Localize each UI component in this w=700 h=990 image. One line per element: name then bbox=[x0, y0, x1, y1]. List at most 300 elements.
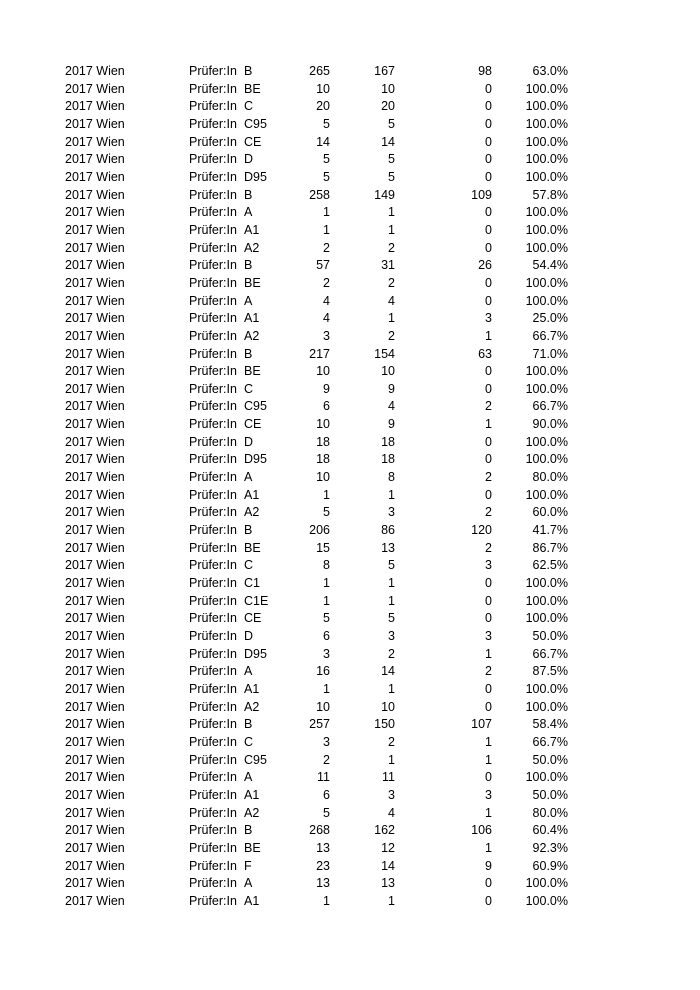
cell-year-city: 2017 Wien bbox=[65, 364, 125, 379]
cell-year-city: 2017 Wien bbox=[65, 311, 125, 326]
cell-passed: 5 bbox=[388, 116, 395, 131]
cell-failed: 2 bbox=[485, 505, 492, 520]
cell-role: Prüfer:In bbox=[189, 116, 237, 131]
cell-passed: 18 bbox=[381, 434, 395, 449]
cell-year-city: 2017 Wien bbox=[65, 293, 125, 308]
cell-license-class: B bbox=[244, 346, 253, 361]
cell-license-class: D95 bbox=[244, 169, 267, 184]
table-row bbox=[0, 434, 700, 452]
cell-role: Prüfer:In bbox=[189, 505, 237, 520]
cell-year-city: 2017 Wien bbox=[65, 646, 125, 661]
cell-pass-rate: 60.0% bbox=[532, 505, 568, 520]
cell-license-class: B bbox=[244, 523, 253, 538]
cell-passed: 4 bbox=[388, 805, 395, 820]
cell-year-city: 2017 Wien bbox=[65, 770, 125, 785]
cell-year-city: 2017 Wien bbox=[65, 275, 125, 290]
cell-passed: 8 bbox=[388, 470, 395, 485]
cell-passed: 9 bbox=[388, 417, 395, 432]
cell-passed: 3 bbox=[388, 505, 395, 520]
cell-year-city: 2017 Wien bbox=[65, 823, 125, 838]
cell-passed: 10 bbox=[381, 81, 395, 96]
cell-year-city: 2017 Wien bbox=[65, 99, 125, 114]
cell-pass-rate: 62.5% bbox=[532, 558, 568, 573]
cell-passed: 2 bbox=[388, 328, 395, 343]
cell-total: 16 bbox=[316, 664, 330, 679]
cell-passed: 4 bbox=[388, 293, 395, 308]
table-row bbox=[0, 187, 700, 205]
table-row bbox=[0, 805, 700, 823]
cell-role: Prüfer:In bbox=[189, 540, 237, 555]
cell-total: 15 bbox=[316, 540, 330, 555]
cell-year-city: 2017 Wien bbox=[65, 787, 125, 802]
table-row bbox=[0, 416, 700, 434]
cell-pass-rate: 100.0% bbox=[525, 893, 568, 908]
cell-role: Prüfer:In bbox=[189, 417, 237, 432]
cell-total: 13 bbox=[316, 876, 330, 891]
cell-role: Prüfer:In bbox=[189, 169, 237, 184]
table-row bbox=[0, 204, 700, 222]
cell-pass-rate: 100.0% bbox=[525, 293, 568, 308]
cell-year-city: 2017 Wien bbox=[65, 717, 125, 732]
cell-year-city: 2017 Wien bbox=[65, 876, 125, 891]
cell-passed: 1 bbox=[388, 576, 395, 591]
cell-passed: 14 bbox=[381, 134, 395, 149]
cell-role: Prüfer:In bbox=[189, 646, 237, 661]
cell-year-city: 2017 Wien bbox=[65, 611, 125, 626]
cell-passed: 12 bbox=[381, 840, 395, 855]
cell-total: 1 bbox=[323, 576, 330, 591]
cell-role: Prüfer:In bbox=[189, 381, 237, 396]
table-row bbox=[0, 151, 700, 169]
cell-failed: 0 bbox=[485, 681, 492, 696]
cell-failed: 109 bbox=[471, 187, 492, 202]
cell-total: 5 bbox=[323, 505, 330, 520]
cell-role: Prüfer:In bbox=[189, 399, 237, 414]
cell-role: Prüfer:In bbox=[189, 99, 237, 114]
cell-role: Prüfer:In bbox=[189, 664, 237, 679]
cell-passed: 13 bbox=[381, 540, 395, 555]
cell-pass-rate: 100.0% bbox=[525, 681, 568, 696]
cell-passed: 5 bbox=[388, 611, 395, 626]
cell-passed: 1 bbox=[388, 752, 395, 767]
cell-role: Prüfer:In bbox=[189, 858, 237, 873]
cell-passed: 150 bbox=[374, 717, 395, 732]
cell-pass-rate: 66.7% bbox=[532, 399, 568, 414]
cell-total: 2 bbox=[323, 275, 330, 290]
cell-failed: 0 bbox=[485, 205, 492, 220]
cell-total: 10 bbox=[316, 417, 330, 432]
cell-year-city: 2017 Wien bbox=[65, 64, 125, 78]
cell-total: 268 bbox=[309, 823, 330, 838]
cell-passed: 1 bbox=[388, 311, 395, 326]
cell-year-city: 2017 Wien bbox=[65, 805, 125, 820]
cell-passed: 18 bbox=[381, 452, 395, 467]
cell-license-class: D bbox=[244, 434, 254, 449]
cell-passed: 10 bbox=[381, 364, 395, 379]
cell-failed: 0 bbox=[485, 434, 492, 449]
cell-total: 23 bbox=[316, 858, 330, 873]
cell-role: Prüfer:In bbox=[189, 311, 237, 326]
cell-failed: 2 bbox=[485, 470, 492, 485]
cell-total: 257 bbox=[309, 717, 330, 732]
cell-license-class: C bbox=[244, 734, 254, 749]
cell-license-class: C bbox=[244, 381, 254, 396]
cell-year-city: 2017 Wien bbox=[65, 205, 125, 220]
cell-license-class: C1E bbox=[244, 593, 269, 608]
table-row bbox=[0, 716, 700, 734]
cell-pass-rate: 60.9% bbox=[532, 858, 568, 873]
cell-failed: 0 bbox=[485, 381, 492, 396]
cell-total: 4 bbox=[323, 311, 330, 326]
cell-passed: 4 bbox=[388, 399, 395, 414]
cell-year-city: 2017 Wien bbox=[65, 417, 125, 432]
cell-pass-rate: 57.8% bbox=[532, 187, 568, 202]
cell-year-city: 2017 Wien bbox=[65, 576, 125, 591]
cell-failed: 2 bbox=[485, 540, 492, 555]
cell-license-class: C95 bbox=[244, 399, 267, 414]
table-row bbox=[0, 240, 700, 258]
cell-total: 13 bbox=[316, 840, 330, 855]
cell-pass-rate: 60.4% bbox=[532, 823, 568, 838]
cell-total: 3 bbox=[323, 328, 330, 343]
cell-pass-rate: 66.7% bbox=[532, 328, 568, 343]
table-row bbox=[0, 487, 700, 505]
table-row bbox=[0, 381, 700, 399]
cell-failed: 26 bbox=[478, 258, 492, 273]
table-row bbox=[0, 504, 700, 522]
cell-license-class: C bbox=[244, 558, 254, 573]
cell-total: 6 bbox=[323, 629, 330, 643]
cell-failed: 1 bbox=[485, 646, 492, 661]
cell-pass-rate: 50.0% bbox=[532, 787, 568, 802]
cell-total: 1 bbox=[323, 593, 330, 608]
table-row bbox=[0, 346, 700, 364]
cell-failed: 0 bbox=[485, 364, 492, 379]
cell-failed: 0 bbox=[485, 699, 492, 714]
cell-pass-rate: 100.0% bbox=[525, 205, 568, 220]
cell-license-class: CE bbox=[244, 134, 262, 149]
cell-failed: 3 bbox=[485, 311, 492, 326]
cell-total: 5 bbox=[323, 169, 330, 184]
cell-passed: 5 bbox=[388, 558, 395, 573]
cell-failed: 0 bbox=[485, 222, 492, 237]
cell-license-class: CE bbox=[244, 611, 262, 626]
cell-pass-rate: 100.0% bbox=[525, 275, 568, 290]
cell-failed: 3 bbox=[485, 558, 492, 573]
cell-passed: 149 bbox=[374, 187, 395, 202]
cell-year-city: 2017 Wien bbox=[65, 470, 125, 485]
cell-license-class: A2 bbox=[244, 505, 260, 520]
cell-failed: 0 bbox=[485, 876, 492, 891]
table-row bbox=[0, 169, 700, 187]
cell-year-city: 2017 Wien bbox=[65, 893, 125, 908]
cell-failed: 9 bbox=[485, 858, 492, 873]
cell-pass-rate: 80.0% bbox=[532, 805, 568, 820]
cell-pass-rate: 100.0% bbox=[525, 222, 568, 237]
cell-license-class: A1 bbox=[244, 222, 260, 237]
cell-failed: 2 bbox=[485, 664, 492, 679]
cell-total: 14 bbox=[316, 134, 330, 149]
cell-license-class: A1 bbox=[244, 681, 260, 696]
cell-role: Prüfer:In bbox=[189, 328, 237, 343]
table-row bbox=[0, 663, 700, 681]
cell-license-class: A1 bbox=[244, 787, 260, 802]
cell-year-city: 2017 Wien bbox=[65, 593, 125, 608]
cell-total: 10 bbox=[316, 699, 330, 714]
table-row bbox=[0, 752, 700, 770]
cell-passed: 2 bbox=[388, 734, 395, 749]
cell-passed: 2 bbox=[388, 646, 395, 661]
cell-role: Prüfer:In bbox=[189, 81, 237, 96]
cell-pass-rate: 66.7% bbox=[532, 734, 568, 749]
cell-total: 3 bbox=[323, 646, 330, 661]
cell-total: 265 bbox=[309, 64, 330, 78]
cell-failed: 63 bbox=[478, 346, 492, 361]
table-row bbox=[0, 257, 700, 275]
cell-license-class: B bbox=[244, 64, 253, 78]
cell-failed: 1 bbox=[485, 840, 492, 855]
cell-passed: 162 bbox=[374, 823, 395, 838]
cell-total: 57 bbox=[316, 258, 330, 273]
cell-role: Prüfer:In bbox=[189, 629, 237, 643]
cell-passed: 3 bbox=[388, 629, 395, 643]
cell-role: Prüfer:In bbox=[189, 752, 237, 767]
cell-pass-rate: 100.0% bbox=[525, 152, 568, 167]
cell-total: 10 bbox=[316, 364, 330, 379]
cell-license-class: BE bbox=[244, 275, 261, 290]
cell-total: 3 bbox=[323, 734, 330, 749]
cell-role: Prüfer:In bbox=[189, 876, 237, 891]
table-row bbox=[0, 628, 700, 646]
cell-role: Prüfer:In bbox=[189, 558, 237, 573]
cell-total: 1 bbox=[323, 222, 330, 237]
cell-total: 10 bbox=[316, 470, 330, 485]
cell-pass-rate: 50.0% bbox=[532, 629, 568, 643]
cell-role: Prüfer:In bbox=[189, 576, 237, 591]
cell-pass-rate: 100.0% bbox=[525, 611, 568, 626]
data-table bbox=[0, 63, 700, 911]
cell-role: Prüfer:In bbox=[189, 275, 237, 290]
cell-passed: 1 bbox=[388, 222, 395, 237]
cell-pass-rate: 41.7% bbox=[532, 523, 568, 538]
cell-role: Prüfer:In bbox=[189, 593, 237, 608]
cell-role: Prüfer:In bbox=[189, 364, 237, 379]
cell-license-class: B bbox=[244, 187, 253, 202]
cell-passed: 2 bbox=[388, 275, 395, 290]
table-row bbox=[0, 469, 700, 487]
cell-year-city: 2017 Wien bbox=[65, 381, 125, 396]
cell-pass-rate: 100.0% bbox=[525, 116, 568, 131]
cell-license-class: C95 bbox=[244, 752, 267, 767]
cell-total: 5 bbox=[323, 116, 330, 131]
cell-license-class: A bbox=[244, 664, 253, 679]
cell-total: 20 bbox=[316, 99, 330, 114]
table-row bbox=[0, 858, 700, 876]
cell-role: Prüfer:In bbox=[189, 470, 237, 485]
cell-license-class: BE bbox=[244, 81, 261, 96]
cell-role: Prüfer:In bbox=[189, 681, 237, 696]
cell-pass-rate: 100.0% bbox=[525, 81, 568, 96]
cell-role: Prüfer:In bbox=[189, 717, 237, 732]
cell-passed: 1 bbox=[388, 487, 395, 502]
table-row bbox=[0, 840, 700, 858]
cell-total: 5 bbox=[323, 805, 330, 820]
cell-role: Prüfer:In bbox=[189, 787, 237, 802]
cell-role: Prüfer:In bbox=[189, 434, 237, 449]
cell-year-city: 2017 Wien bbox=[65, 840, 125, 855]
table-row bbox=[0, 787, 700, 805]
cell-role: Prüfer:In bbox=[189, 893, 237, 908]
cell-failed: 120 bbox=[471, 523, 492, 538]
cell-pass-rate: 63.0% bbox=[532, 64, 568, 78]
cell-passed: 1 bbox=[388, 205, 395, 220]
cell-total: 18 bbox=[316, 452, 330, 467]
cell-year-city: 2017 Wien bbox=[65, 858, 125, 873]
cell-year-city: 2017 Wien bbox=[65, 558, 125, 573]
cell-license-class: A2 bbox=[244, 240, 260, 255]
cell-total: 8 bbox=[323, 558, 330, 573]
cell-license-class: A1 bbox=[244, 311, 260, 326]
table-row bbox=[0, 557, 700, 575]
cell-year-city: 2017 Wien bbox=[65, 540, 125, 555]
cell-pass-rate: 25.0% bbox=[532, 311, 568, 326]
table-row bbox=[0, 610, 700, 628]
cell-failed: 98 bbox=[478, 64, 492, 78]
cell-failed: 0 bbox=[485, 275, 492, 290]
cell-passed: 5 bbox=[388, 169, 395, 184]
cell-year-city: 2017 Wien bbox=[65, 681, 125, 696]
cell-total: 18 bbox=[316, 434, 330, 449]
cell-passed: 31 bbox=[381, 258, 395, 273]
cell-year-city: 2017 Wien bbox=[65, 346, 125, 361]
cell-total: 6 bbox=[323, 787, 330, 802]
table-row bbox=[0, 699, 700, 717]
cell-total: 5 bbox=[323, 611, 330, 626]
cell-year-city: 2017 Wien bbox=[65, 258, 125, 273]
cell-year-city: 2017 Wien bbox=[65, 240, 125, 255]
cell-passed: 20 bbox=[381, 99, 395, 114]
cell-pass-rate: 100.0% bbox=[525, 593, 568, 608]
cell-year-city: 2017 Wien bbox=[65, 116, 125, 131]
cell-year-city: 2017 Wien bbox=[65, 752, 125, 767]
cell-pass-rate: 100.0% bbox=[525, 876, 568, 891]
cell-year-city: 2017 Wien bbox=[65, 629, 125, 643]
cell-failed: 1 bbox=[485, 328, 492, 343]
cell-failed: 0 bbox=[485, 611, 492, 626]
table-row bbox=[0, 116, 700, 134]
cell-role: Prüfer:In bbox=[189, 840, 237, 855]
cell-failed: 0 bbox=[485, 893, 492, 908]
cell-total: 258 bbox=[309, 187, 330, 202]
cell-total: 1 bbox=[323, 681, 330, 696]
cell-failed: 0 bbox=[485, 452, 492, 467]
cell-pass-rate: 100.0% bbox=[525, 699, 568, 714]
cell-failed: 1 bbox=[485, 734, 492, 749]
table-row bbox=[0, 540, 700, 558]
cell-pass-rate: 58.4% bbox=[532, 717, 568, 732]
cell-year-city: 2017 Wien bbox=[65, 505, 125, 520]
cell-year-city: 2017 Wien bbox=[65, 734, 125, 749]
cell-pass-rate: 54.4% bbox=[532, 258, 568, 273]
cell-pass-rate: 100.0% bbox=[525, 169, 568, 184]
cell-failed: 0 bbox=[485, 293, 492, 308]
cell-passed: 167 bbox=[374, 64, 395, 78]
cell-total: 4 bbox=[323, 293, 330, 308]
cell-role: Prüfer:In bbox=[189, 734, 237, 749]
cell-license-class: BE bbox=[244, 540, 261, 555]
cell-failed: 107 bbox=[471, 717, 492, 732]
cell-license-class: A bbox=[244, 470, 253, 485]
cell-passed: 1 bbox=[388, 893, 395, 908]
cell-passed: 14 bbox=[381, 858, 395, 873]
cell-failed: 0 bbox=[485, 240, 492, 255]
cell-failed: 1 bbox=[485, 752, 492, 767]
cell-total: 1 bbox=[323, 487, 330, 502]
cell-license-class: A2 bbox=[244, 805, 260, 820]
cell-failed: 1 bbox=[485, 805, 492, 820]
cell-failed: 3 bbox=[485, 787, 492, 802]
cell-pass-rate: 90.0% bbox=[532, 417, 568, 432]
cell-license-class: A bbox=[244, 205, 253, 220]
cell-license-class: C95 bbox=[244, 116, 267, 131]
cell-pass-rate: 50.0% bbox=[532, 752, 568, 767]
cell-year-city: 2017 Wien bbox=[65, 328, 125, 343]
cell-pass-rate: 100.0% bbox=[525, 99, 568, 114]
cell-passed: 86 bbox=[381, 523, 395, 538]
cell-license-class: CE bbox=[244, 417, 262, 432]
cell-total: 206 bbox=[309, 523, 330, 538]
cell-failed: 0 bbox=[485, 169, 492, 184]
cell-failed: 1 bbox=[485, 417, 492, 432]
cell-passed: 11 bbox=[382, 770, 395, 785]
cell-pass-rate: 100.0% bbox=[525, 134, 568, 149]
cell-year-city: 2017 Wien bbox=[65, 81, 125, 96]
cell-role: Prüfer:In bbox=[189, 240, 237, 255]
table-row bbox=[0, 328, 700, 346]
cell-total: 11 bbox=[317, 770, 330, 785]
cell-passed: 10 bbox=[381, 699, 395, 714]
cell-role: Prüfer:In bbox=[189, 64, 237, 78]
cell-pass-rate: 66.7% bbox=[532, 646, 568, 661]
cell-pass-rate: 100.0% bbox=[525, 487, 568, 502]
cell-license-class: D bbox=[244, 629, 254, 643]
table-row bbox=[0, 451, 700, 469]
cell-role: Prüfer:In bbox=[189, 346, 237, 361]
table-row bbox=[0, 398, 700, 416]
cell-year-city: 2017 Wien bbox=[65, 699, 125, 714]
cell-role: Prüfer:In bbox=[189, 805, 237, 820]
table-row bbox=[0, 63, 700, 81]
table-row bbox=[0, 81, 700, 99]
table-row bbox=[0, 875, 700, 893]
cell-license-class: B bbox=[244, 823, 253, 838]
cell-pass-rate: 100.0% bbox=[525, 770, 568, 785]
cell-role: Prüfer:In bbox=[189, 205, 237, 220]
cell-license-class: BE bbox=[244, 364, 261, 379]
cell-year-city: 2017 Wien bbox=[65, 664, 125, 679]
cell-role: Prüfer:In bbox=[189, 293, 237, 308]
cell-total: 1 bbox=[323, 205, 330, 220]
table-row bbox=[0, 822, 700, 840]
cell-license-class: A2 bbox=[244, 699, 260, 714]
cell-role: Prüfer:In bbox=[189, 152, 237, 167]
cell-total: 5 bbox=[323, 152, 330, 167]
cell-pass-rate: 92.3% bbox=[532, 840, 568, 855]
table-row bbox=[0, 769, 700, 787]
cell-license-class: C1 bbox=[244, 576, 260, 591]
cell-role: Prüfer:In bbox=[189, 823, 237, 838]
cell-pass-rate: 100.0% bbox=[525, 240, 568, 255]
